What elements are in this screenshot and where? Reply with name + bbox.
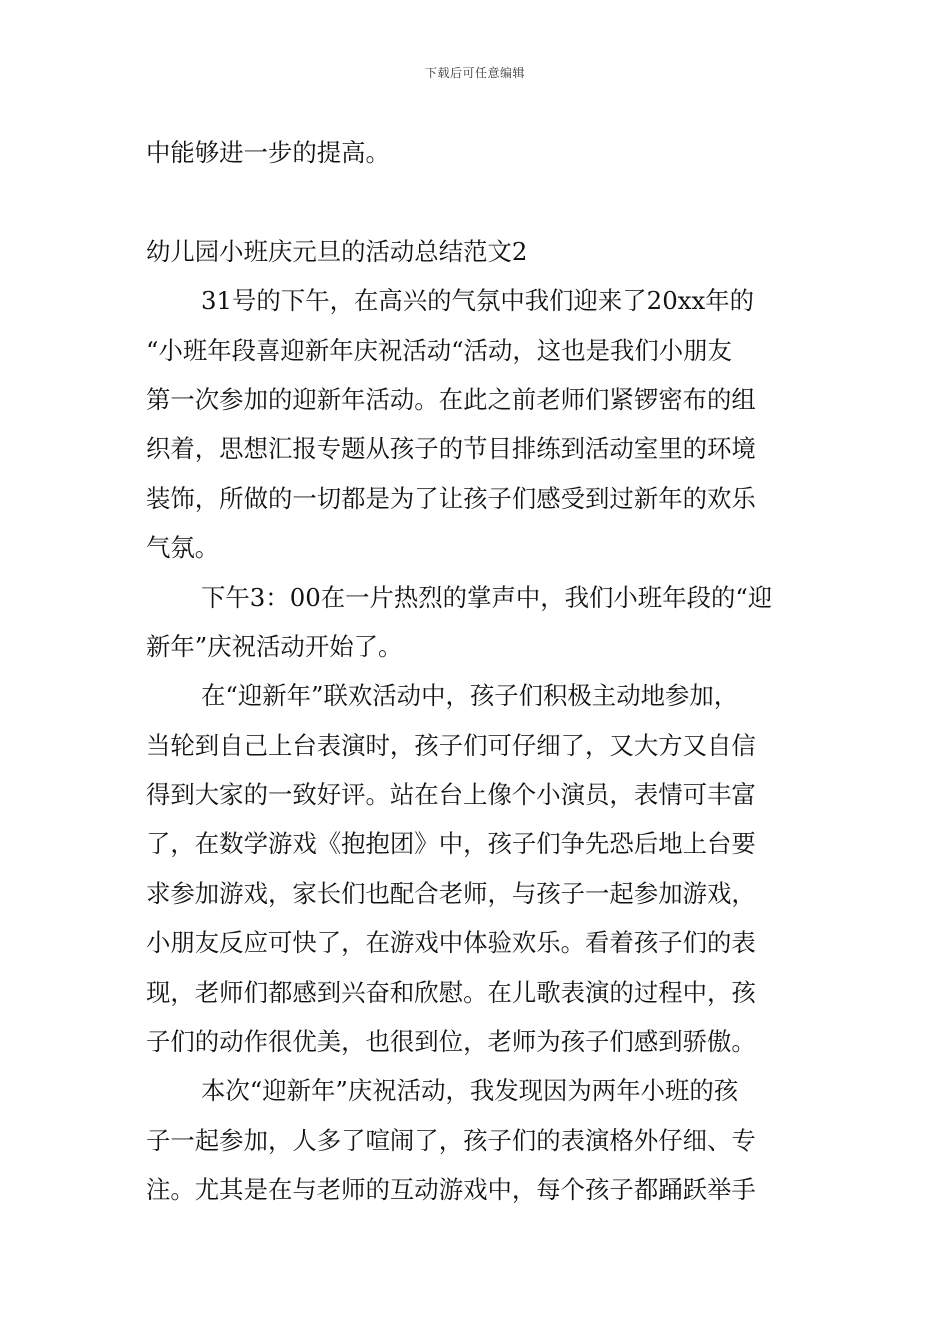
document-body	[146, 128, 811, 1215]
text-line: 得到大家的一致好评。站在台上像个小演员，表情可丰富	[146, 780, 756, 810]
text-line: 装饰，所做的一切都是为了让孩子们感受到过新年的欢乐	[146, 483, 756, 513]
text-line: 当轮到自己上台表演时，孩子们可仔细了，又大方又自信	[146, 730, 756, 760]
text-line: 中能够进一步的提高。	[146, 138, 390, 167]
text-line: 子们的动作很优美，也很到位，老师为孩子们感到骄傲。	[146, 1027, 756, 1057]
section-title: 幼儿园小班庆元旦的活动总结范文2	[146, 236, 528, 266]
page-header-note: 下载后可任意编辑	[424, 66, 525, 80]
paragraph-start: 下午3：00在一片热烈的掌声中，我们小班年段的“迎	[201, 582, 773, 612]
blank-line	[146, 177, 811, 226]
text-line: 子一起参加，人多了喧闹了，孩子们的表演格外仔细、专	[146, 1125, 756, 1155]
paragraph-start: 本次“迎新年”庆祝活动，我发现因为两年小班的孩	[201, 1076, 739, 1106]
text-line: 织着，思想汇报专题从孩子的节目排练到活动室里的环境	[146, 434, 756, 464]
text-line: 第一次参加的迎新年活动。在此之前老师们紧锣密布的组	[146, 384, 756, 414]
paragraph-start: 在“迎新年”联欢活动中，孩子们积极主动地参加，	[201, 681, 739, 711]
text-line: 注。尤其是在与老师的互动游戏中，每个孩子都踊跃举手	[146, 1175, 756, 1205]
text-line: 新年”庆祝活动开始了。	[146, 631, 403, 661]
text-line: 现，老师们都感到兴奋和欣慰。在儿歌表演的过程中，孩	[146, 977, 756, 1007]
text-line: 求参加游戏，家长们也配合老师，与孩子一起参加游戏，	[146, 878, 756, 908]
paragraph-start: 31号的下午，在高兴的气氛中我们迎来了20xx年的	[201, 286, 755, 316]
text-line: 气氛。	[146, 533, 220, 563]
text-line: “小班年段喜迎新年庆祝活动“活动，这也是我们小朋友	[146, 335, 732, 365]
text-line: 小朋友反应可快了，在游戏中体验欢乐。看着孩子们的表	[146, 928, 756, 958]
text-line: 了，在数学游戏《抱抱团》中，孩子们争先恐后地上台要	[146, 829, 756, 859]
